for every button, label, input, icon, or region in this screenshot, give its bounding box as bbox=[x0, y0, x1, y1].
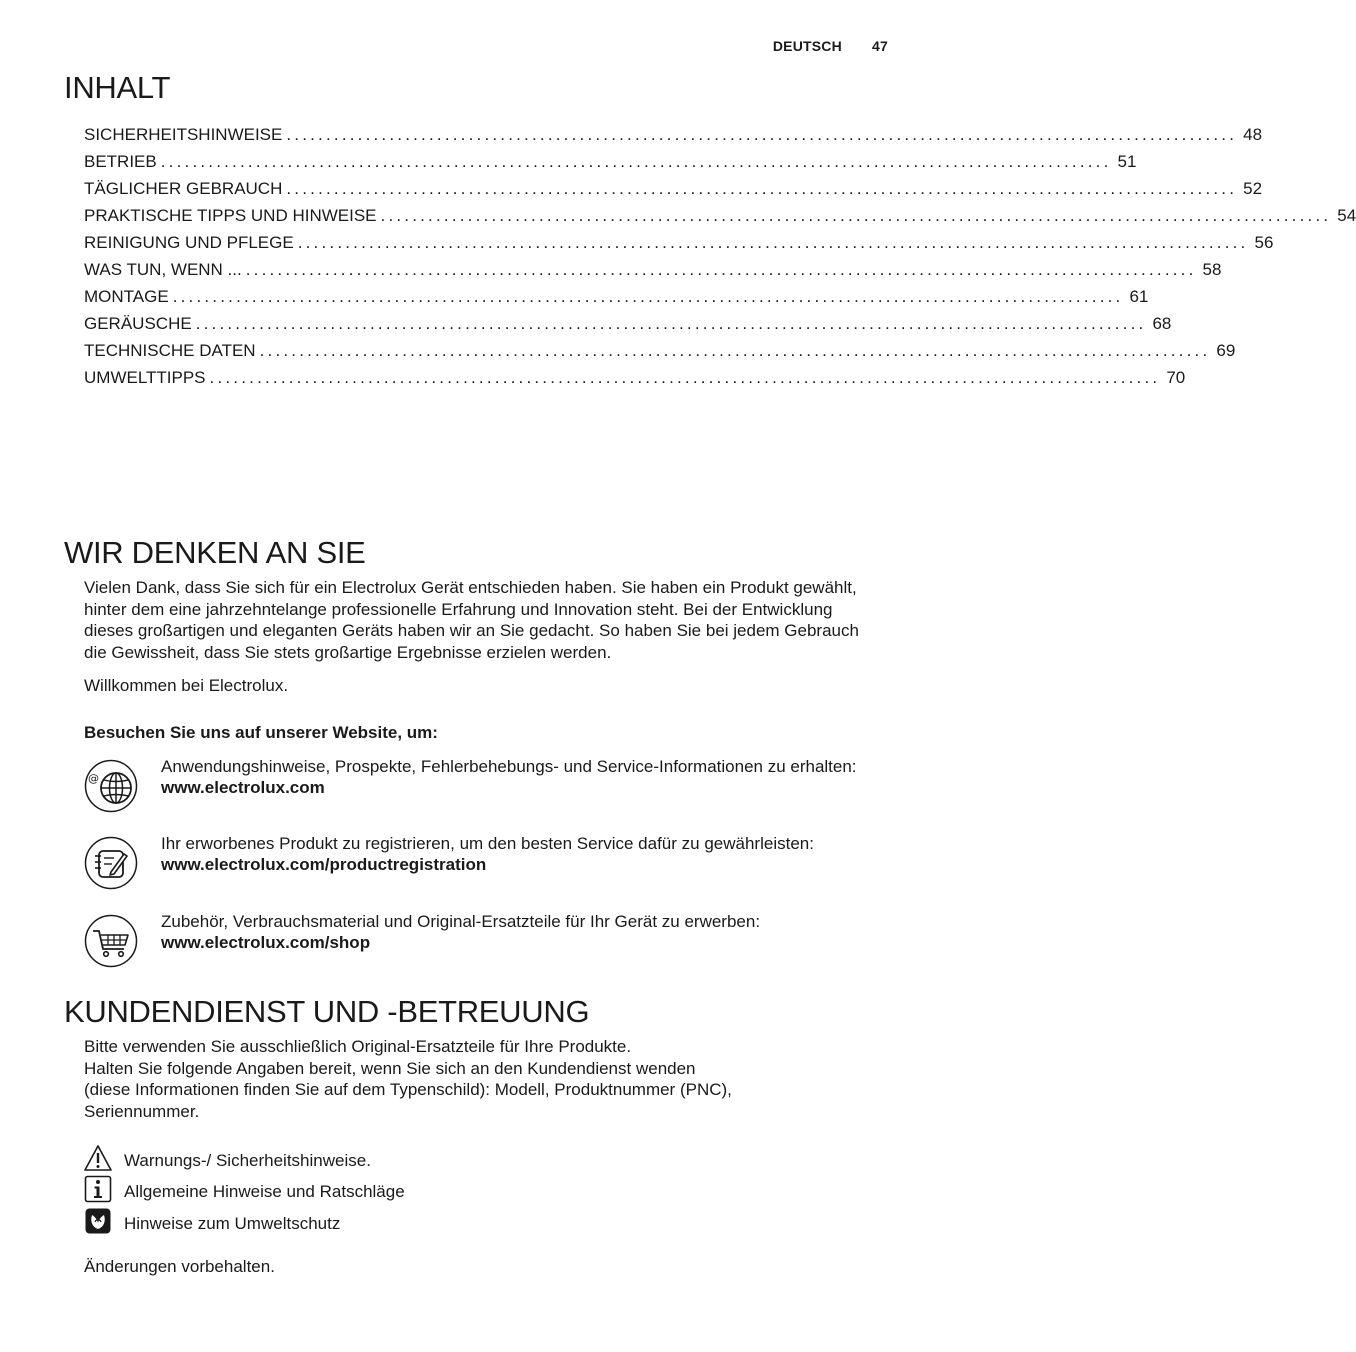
toc-entry-page: 61 bbox=[1129, 287, 1149, 306]
globe-icon bbox=[84, 759, 138, 813]
svg-text:@: @ bbox=[88, 772, 99, 785]
toc-entry[interactable] bbox=[84, 179, 1263, 206]
toc-entry-page: 56 bbox=[1254, 233, 1274, 252]
toc-entry[interactable] bbox=[84, 260, 1222, 287]
toc-dot-leader: ........................................................................................................................ bbox=[380, 206, 1332, 225]
toc-entry[interactable] bbox=[84, 152, 1137, 179]
toc-entry-title: PRAKTISCHE TIPPS UND HINWEISE bbox=[84, 206, 377, 225]
toc-entry-page: 52 bbox=[1243, 179, 1263, 198]
website-link[interactable]: www.electrolux.com/productregistration bbox=[161, 855, 487, 874]
web-item-text: Ihr erworbenes Produkt zu registrieren, um den besten Service dafür zu gewährleisten: bbox=[161, 834, 814, 853]
warning-icon bbox=[84, 1144, 112, 1172]
toc-entry-title: TÄGLICHER GEBRAUCH bbox=[84, 179, 283, 198]
intro-paragraph: Vielen Dank, dass Sie sich für ein Electrolux Gerät entschieden haben. Sie haben ein Produkt gewählt, hinter dem eine jahrzehntelange professionelle Erfahrung und Innovation steht. Bei der Entwicklung dieses großartigen und eleganten Geräts haben wir an Sie gedacht. So haben Sie bei jedem Gebrauch die Gewissheit, dass Sie stets großartige Ergebnisse erzielen werden. bbox=[84, 578, 859, 662]
welcome-text: Willkommen bei Electrolux. bbox=[84, 676, 289, 695]
info-icon bbox=[84, 1175, 112, 1203]
website-link[interactable]: www.electrolux.com bbox=[161, 778, 325, 797]
toc-dot-leader: ........................................................................................................................ bbox=[297, 233, 1249, 252]
toc-dot-leader: ........................................................................................................................ bbox=[245, 260, 1197, 279]
toc-entry-title: SICHERHEITSHINWEISE bbox=[84, 125, 283, 144]
toc-entry-title: WAS TUN, WENN ... bbox=[84, 260, 242, 279]
toc-entry-page: 54 bbox=[1337, 206, 1356, 225]
service-paragraph bbox=[84, 1036, 844, 1122]
toc-entry-title: MONTAGE bbox=[84, 287, 169, 306]
service-line: (diese Informationen finden Sie auf dem Typenschild): Modell, Produktnummer (PNC), bbox=[84, 1080, 732, 1099]
toc-dot-leader: ........................................................................................................................ bbox=[172, 287, 1124, 306]
web-item-description bbox=[161, 911, 861, 953]
toc-dot-leader: ........................................................................................................................ bbox=[195, 314, 1147, 333]
language-label: DEUTSCH bbox=[772, 38, 842, 54]
service-heading: KUNDENDIENST UND -BETREUUNG bbox=[64, 994, 590, 1029]
toc-entry-page: 69 bbox=[1216, 341, 1236, 360]
toc-entry-title: GERÄUSCHE bbox=[84, 314, 192, 333]
toc-entry[interactable] bbox=[84, 233, 1274, 260]
toc-dot-leader: ........................................................................................................................ bbox=[259, 341, 1211, 360]
toc-entry-page: 58 bbox=[1202, 260, 1222, 279]
visit-heading: Besuchen Sie uns auf unserer Website, um: bbox=[84, 723, 438, 742]
table-of-contents bbox=[84, 125, 1356, 395]
toc-entry-title: TECHNISCHE DATEN bbox=[84, 341, 256, 360]
service-line: Halten Sie folgende Angaben bereit, wenn Sie sich an den Kundendienst wenden bbox=[84, 1058, 696, 1078]
toc-entry[interactable] bbox=[84, 125, 1263, 152]
toc-dot-leader: ........................................................................................................................ bbox=[160, 152, 1112, 171]
web-item-description bbox=[161, 756, 861, 798]
page-number: 47 bbox=[872, 38, 888, 54]
toc-entry-page: 68 bbox=[1152, 314, 1172, 333]
shopping-cart-icon bbox=[84, 914, 138, 968]
toc-dot-leader: ........................................................................................................................ bbox=[209, 368, 1161, 387]
legend-text: Allgemeine Hinweise und Ratschläge bbox=[124, 1182, 405, 1201]
toc-heading: INHALT bbox=[64, 70, 171, 105]
web-item-text: Zubehör, Verbrauchsmaterial und Original-Ersatzteile für Ihr Gerät zu erwerben: bbox=[161, 912, 761, 931]
toc-entry[interactable] bbox=[84, 206, 1356, 233]
toc-entry-page: 70 bbox=[1166, 368, 1186, 387]
thanks-heading: WIR DENKEN AN SIE bbox=[64, 535, 366, 570]
service-line: Bitte verwenden Sie ausschließlich Original-Ersatzteile für Ihre Produkte. bbox=[84, 1037, 632, 1056]
toc-entry-page: 48 bbox=[1243, 125, 1263, 144]
website-link[interactable]: www.electrolux.com/shop bbox=[161, 933, 371, 952]
toc-dot-leader: ........................................................................................................................ bbox=[286, 125, 1238, 144]
toc-entry[interactable] bbox=[84, 368, 1186, 395]
toc-entry-title: REINIGUNG UND PFLEGE bbox=[84, 233, 294, 252]
toc-entry[interactable] bbox=[84, 314, 1172, 341]
web-item-description bbox=[161, 833, 861, 875]
toc-entry[interactable] bbox=[84, 341, 1236, 368]
legend-text: Hinweise zum Umweltschutz bbox=[124, 1214, 341, 1233]
page-header bbox=[773, 38, 888, 54]
web-item-text: Anwendungshinweise, Prospekte, Fehlerbehebungs- und Service-Informationen zu erhalten: bbox=[161, 757, 857, 776]
toc-entry-page: 51 bbox=[1117, 152, 1137, 171]
changes-note: Änderungen vorbehalten. bbox=[84, 1257, 275, 1276]
toc-entry-title: UMWELTTIPPS bbox=[84, 368, 206, 387]
toc-entry-title: BETRIEB bbox=[84, 152, 157, 171]
toc-dot-leader: ........................................................................................................................ bbox=[286, 179, 1238, 198]
registration-form-icon bbox=[84, 836, 138, 890]
service-line: Seriennummer. bbox=[84, 1101, 200, 1121]
toc-entry[interactable] bbox=[84, 287, 1149, 314]
legend-text: Warnungs-/ Sicherheitshinweise. bbox=[124, 1151, 371, 1170]
environment-icon bbox=[84, 1207, 112, 1235]
